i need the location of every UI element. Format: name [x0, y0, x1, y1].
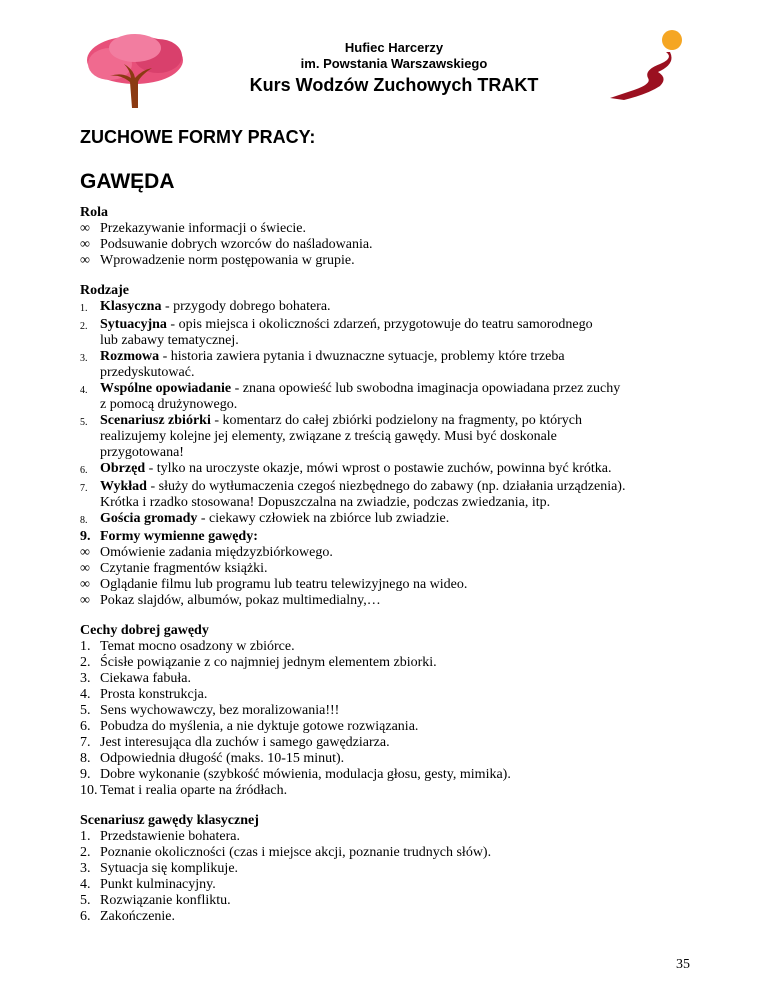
list-item: 7. Jest interesująca dla zuchów i samego gawędziarza.	[80, 735, 390, 750]
list-item: ∞ Pokaz slajdów, albumów, pokaz multimedialny,…	[80, 593, 381, 608]
infinity-bullet-icon: ∞	[80, 577, 90, 592]
list-item: ∞ Omówienie zadania międzyzbiórkowego.	[80, 545, 333, 560]
list-item: 3. Sytuacja się komplikuje.	[80, 861, 239, 876]
list-item: 6. Zakończenie.	[80, 909, 176, 924]
path-sun-logo-icon	[604, 22, 694, 102]
header-course-title: Kurs Wodzów Zuchowych TRAKT	[249, 75, 539, 95]
list-item: 4. Prosta konstrukcja.	[80, 687, 208, 702]
list-item: 7. Wykład - służy do wytłumaczenia czegoś niezbędnego do zabawy (np. działania urządzenia). Krótka i rzadko stosowana! Dopuszczalna na zwiadzie, podczas zwiedzania, itp.	[80, 479, 626, 510]
section-heading: Scenariusz gawędy klasycznej	[80, 813, 259, 828]
list-item: 2. Ścisłe powiązanie z co najmniej jednym elementem zbiorki.	[80, 655, 437, 670]
tree-logo-icon	[80, 30, 190, 110]
list-item: 2. Sytuacyjna - opis miejsca i okoliczności zdarzeń, przygotowuje do teatru samorodnego lub zabawy tematycznej.	[80, 317, 593, 348]
list-item: 6. Pobudza do myślenia, a nie dyktuje gotowe rozwiązania.	[80, 719, 419, 734]
section-heading: Rola	[80, 205, 108, 220]
section-title: GAWĘDA	[80, 170, 175, 193]
section-heading: Cechy dobrej gawędy	[80, 623, 209, 638]
section-heading: Rodzaje	[80, 283, 129, 298]
list-item: 1. Przedstawienie bohatera.	[80, 829, 240, 844]
list-item: 1. Klasyczna - przygody dobrego bohatera.	[80, 299, 331, 314]
list-item: 3. Ciekawa fabuła.	[80, 671, 191, 686]
section-scenariusz	[80, 813, 700, 925]
section-cechy	[80, 623, 700, 799]
header-text	[190, 40, 598, 96]
list-item: 5. Rozwiązanie konfliktu.	[80, 893, 231, 908]
list-item: 5. Scenariusz zbiórki - komentarz do całej zbiórki podzielony na fragmenty, po których realizujemy kolejne jej elementy, związane z treścią gawędy. Musi być doskonale przygotowana!	[80, 413, 582, 460]
infinity-bullet-icon: ∞	[80, 561, 90, 576]
list-item: ∞ Przekazywanie informacji o świecie.	[80, 221, 307, 236]
infinity-bullet-icon: ∞	[80, 593, 90, 608]
list-item: 3. Rozmowa - historia zawiera pytania i dwuznaczne sytuacje, problemy które trzeba przedyskutować.	[80, 349, 565, 380]
infinity-bullet-icon: ∞	[80, 221, 90, 236]
list-item: 9. Formy wymienne gawędy:	[80, 529, 258, 544]
list-item: 4. Wspólne opowiadanie - znana opowieść lub swobodna imaginacja opowiadana przez zuchy z pomocą drużynowego.	[80, 381, 621, 412]
infinity-bullet-icon: ∞	[80, 237, 90, 252]
infinity-bullet-icon: ∞	[80, 253, 90, 268]
list-item: 8. Odpowiednia długość (maks. 10-15 minut).	[80, 751, 345, 766]
list-item: ∞ Czytanie fragmentów książki.	[80, 561, 268, 576]
list-item: ∞ Wprowadzenie norm postępowania w grupie.	[80, 253, 355, 268]
list-item: 8. Gościa gromady - ciekawy człowiek na zbiórce lub zwiadzie.	[80, 511, 450, 526]
list-item: 2. Poznanie okoliczności (czas i miejsce akcji, poznanie trudnych słów).	[80, 845, 492, 860]
list-item: 10. Temat i realia oparte na źródłach.	[80, 783, 288, 798]
page-title: ZUCHOWE FORMY PRACY:	[80, 127, 316, 147]
list-item: 1. Temat mocno osadzony w zbiórce.	[80, 639, 295, 654]
infinity-bullet-icon: ∞	[80, 545, 90, 560]
page-content	[80, 126, 700, 939]
section-rodzaje	[80, 283, 700, 609]
list-item: 6. Obrzęd - tylko na uroczyste okazje, mówi wprost o postawie zuchów, powinna być krótka.	[80, 461, 612, 476]
list-item: 5. Sens wychowawczy, bez moralizowania!!!	[80, 703, 340, 718]
list-item: 9. Dobre wykonanie (szybkość mówienia, modulacja głosu, gesty, mimika).	[80, 767, 511, 782]
list-item: ∞ Podsuwanie dobrych wzorców do naśladowania.	[80, 237, 373, 252]
header-organization-name: im. Powstania Warszawskiego	[300, 56, 488, 71]
list-item: ∞ Oglądanie filmu lub programu lub teatru telewizyjnego na wideo.	[80, 577, 468, 592]
header-organization: Hufiec Harcerzy	[344, 40, 444, 55]
page-header	[0, 0, 768, 110]
section-rola	[80, 205, 700, 269]
page-number: 35	[676, 957, 690, 972]
list-item: 4. Punkt kulminacyjny.	[80, 877, 216, 892]
